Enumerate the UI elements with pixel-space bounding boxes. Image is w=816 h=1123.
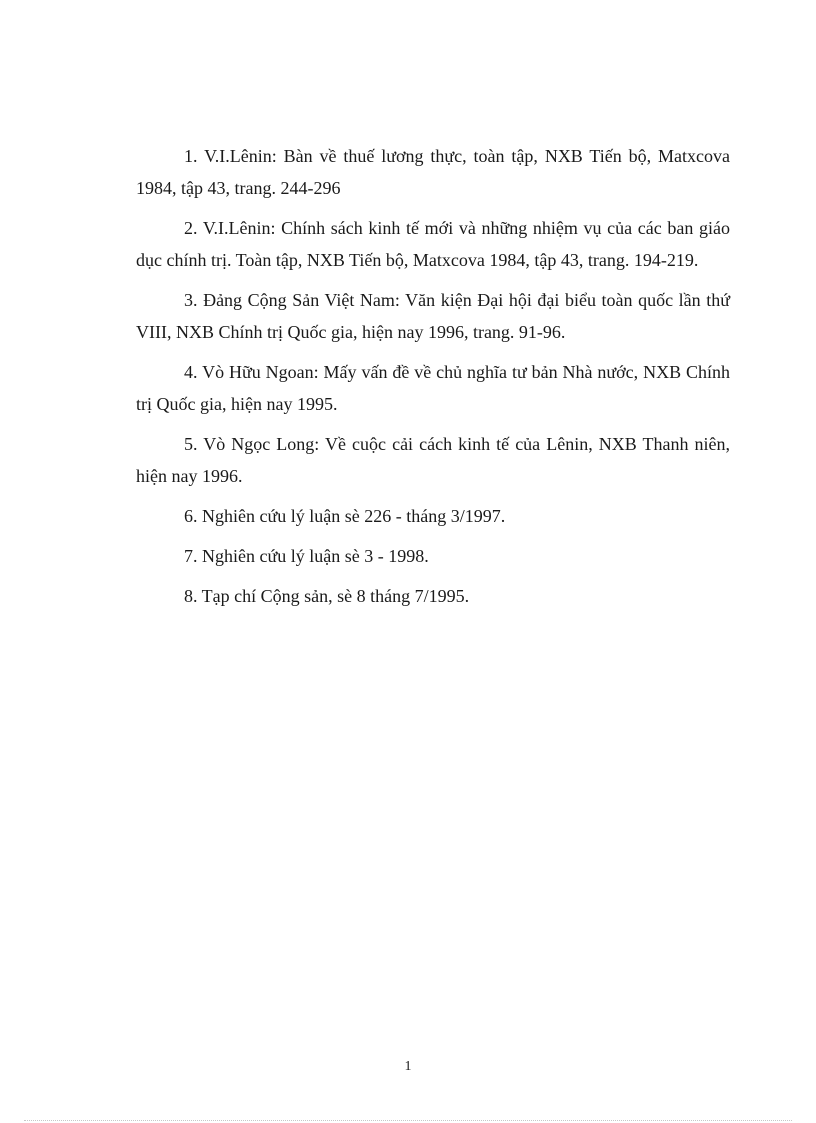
- reference-list: [136, 140, 730, 620]
- reference-item: 3. Đảng Cộng Sản Việt Nam: Văn kiện Đại hội đại biểu toàn quốc lần thứ VIII, NXB Chính trị Quốc gia, hiện nay 1996, trang. 91-96.: [136, 290, 730, 342]
- page-bottom-border: [24, 1120, 792, 1121]
- reference-item: 4. Vò Hữu Ngoan: Mấy vấn đề về chủ nghĩa tư bản Nhà nước, NXB Chính trị Quốc gia, hiện nay 1995.: [136, 362, 730, 414]
- reference-item: 8. Tạp chí Cộng sản, sè 8 tháng 7/1995.: [184, 586, 470, 606]
- reference-item: 2. V.I.Lênin: Chính sách kinh tế mới và những nhiệm vụ của các ban giáo dục chính trị. Toàn tập, NXB Tiến bộ, Matxcova 1984, tập 43, trang. 194-219.: [136, 218, 730, 270]
- reference-item: 5. Vò Ngọc Long: Về cuộc cải cách kinh tế của Lênin, NXB Thanh niên, hiện nay 1996.: [136, 434, 730, 486]
- reference-item: 1. V.I.Lênin: Bàn về thuế lương thực, toàn tập, NXB Tiến bộ, Matxcova 1984, tập 43, trang. 244-296: [136, 146, 730, 198]
- reference-item: 7. Nghiên cứu lý luận sè 3 - 1998.: [184, 546, 429, 566]
- page-number: 1: [404, 1059, 412, 1074]
- reference-item: 6. Nghiên cứu lý luận sè 226 - tháng 3/1997.: [184, 506, 506, 526]
